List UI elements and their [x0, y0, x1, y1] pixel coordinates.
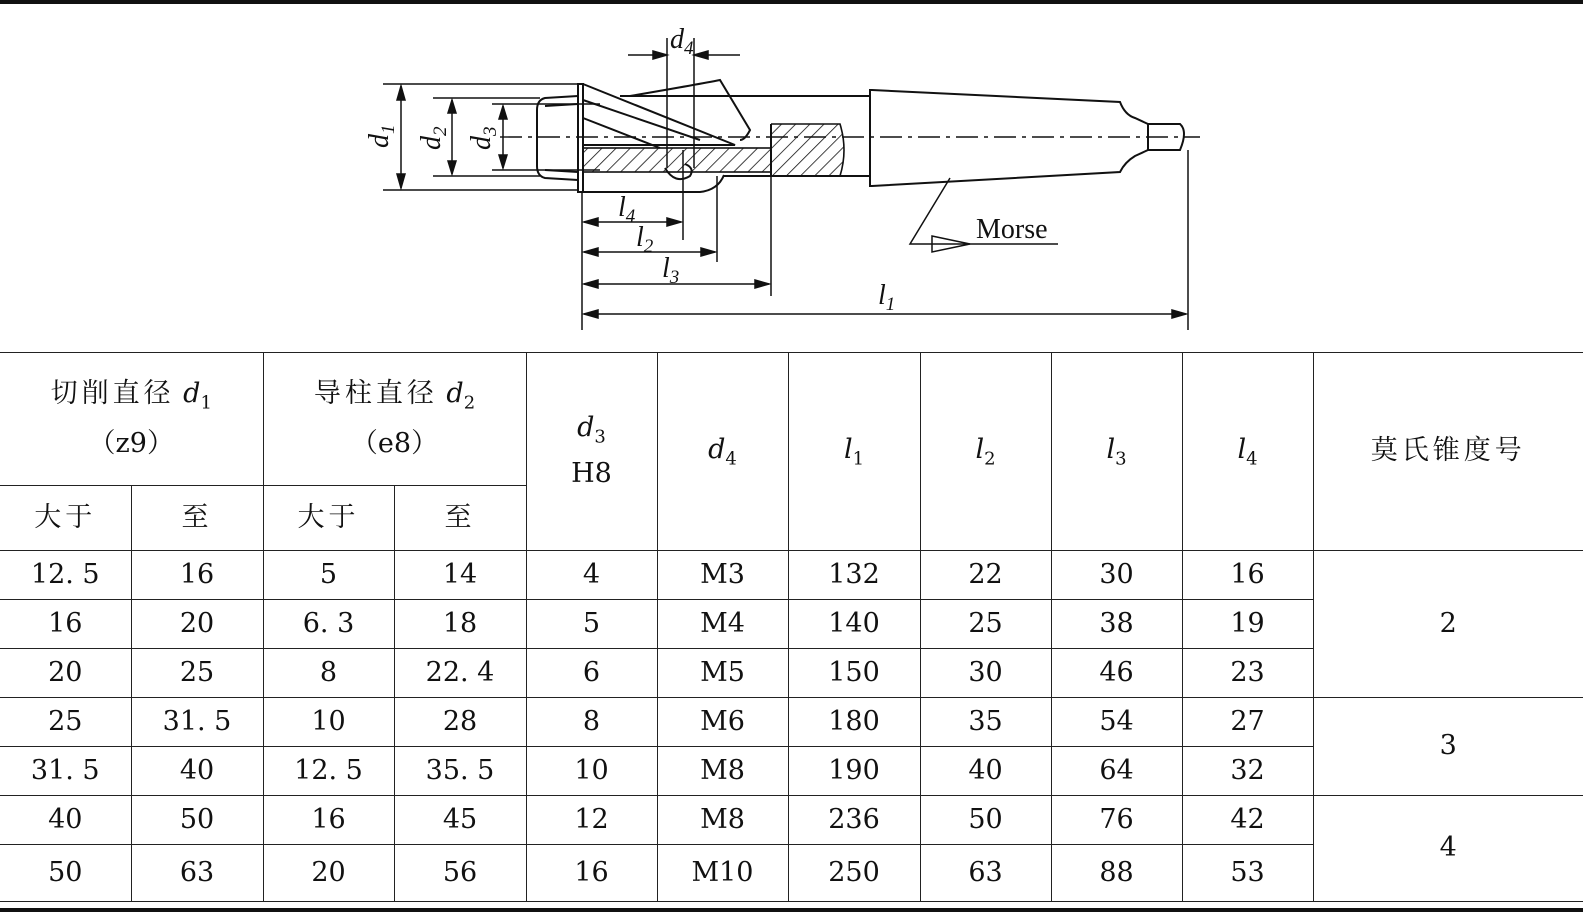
cell: 5 — [526, 600, 657, 649]
cell: 54 — [1051, 698, 1182, 747]
counterbore-drawing — [0, 0, 1583, 340]
header-pilot-to: 至 — [394, 486, 526, 551]
bottom-rule — [0, 908, 1583, 912]
morse-group-cell: 2 — [1313, 551, 1583, 698]
cell: 16 — [526, 845, 657, 902]
cell: M6 — [657, 698, 788, 747]
cell: M8 — [657, 796, 788, 845]
cell: 76 — [1051, 796, 1182, 845]
tool-outline — [537, 80, 1184, 192]
label-l4: $l_4$ — [618, 192, 636, 227]
cell: 38 — [1051, 600, 1182, 649]
cell: 25 — [920, 600, 1051, 649]
cell: 18 — [394, 600, 526, 649]
morse-group-cell: 3 — [1313, 698, 1583, 796]
cell: 45 — [394, 796, 526, 845]
cell: 50 — [0, 845, 131, 902]
cell: M10 — [657, 845, 788, 902]
label-l2: $l_2$ — [636, 222, 654, 257]
cell: 42 — [1182, 796, 1313, 845]
cell: 140 — [788, 600, 920, 649]
cell: 28 — [394, 698, 526, 747]
cell: 31. 5 — [131, 698, 263, 747]
label-l3: $l_3$ — [662, 253, 680, 288]
cell: 16 — [131, 551, 263, 600]
cell: 20 — [131, 600, 263, 649]
cell: 10 — [526, 747, 657, 796]
cell: 236 — [788, 796, 920, 845]
cell: 46 — [1051, 649, 1182, 698]
cell: 8 — [526, 698, 657, 747]
label-d4: $d_4$ — [670, 24, 694, 59]
cell: 20 — [263, 845, 394, 902]
cell: 31. 5 — [0, 747, 131, 796]
header-d3: $d_3$ H8 — [526, 353, 657, 551]
cell: 22 — [920, 551, 1051, 600]
cell: 25 — [131, 649, 263, 698]
counterbore-spec-table — [0, 352, 1583, 902]
cell: 23 — [1182, 649, 1313, 698]
cell: 27 — [1182, 698, 1313, 747]
cell: 4 — [526, 551, 657, 600]
label-l1: $l_1$ — [878, 280, 896, 315]
header-pilot-over: 大于 — [263, 486, 394, 551]
cell: 250 — [788, 845, 920, 902]
header-l3: $l_3$ — [1051, 353, 1182, 551]
cell: 10 — [263, 698, 394, 747]
cell: 32 — [1182, 747, 1313, 796]
dimension-lines — [383, 38, 1188, 330]
cell: 50 — [131, 796, 263, 845]
morse-group-cell: 4 — [1313, 796, 1583, 902]
header-cutting-to: 至 — [131, 486, 263, 551]
cell: 20 — [0, 649, 131, 698]
cell: 14 — [394, 551, 526, 600]
cell: 25 — [0, 698, 131, 747]
cell: 16 — [1182, 551, 1313, 600]
cell: 40 — [920, 747, 1051, 796]
cell: 63 — [131, 845, 263, 902]
cell: 35 — [920, 698, 1051, 747]
cell: 22. 4 — [394, 649, 526, 698]
cell: 6 — [526, 649, 657, 698]
label-d2: $d_2$ — [416, 126, 451, 150]
cell: 180 — [788, 698, 920, 747]
cell: M3 — [657, 551, 788, 600]
cell: 190 — [788, 747, 920, 796]
cell: 8 — [263, 649, 394, 698]
cell: 30 — [1051, 551, 1182, 600]
cell: 132 — [788, 551, 920, 600]
cell: M5 — [657, 649, 788, 698]
cell: 35. 5 — [394, 747, 526, 796]
header-morse-taper-no: 莫氏锥度号 — [1313, 353, 1583, 551]
cell: 150 — [788, 649, 920, 698]
header-pilot-diameter: 导柱直径 $d_2$ （e8） — [263, 353, 526, 486]
cell: 12. 5 — [263, 747, 394, 796]
table-row — [0, 796, 1583, 845]
table-row — [0, 551, 1583, 600]
label-morse: Morse — [976, 214, 1048, 245]
header-cutting-over: 大于 — [0, 486, 131, 551]
cell: 40 — [131, 747, 263, 796]
header-d4: $d_4$ — [657, 353, 788, 551]
header-l2: $l_2$ — [920, 353, 1051, 551]
cell: 16 — [0, 600, 131, 649]
cell: 40 — [0, 796, 131, 845]
cell: 16 — [263, 796, 394, 845]
cell: M4 — [657, 600, 788, 649]
cell: 12 — [526, 796, 657, 845]
cell: 88 — [1051, 845, 1182, 902]
label-d3: $d_3$ — [466, 126, 501, 150]
cell: 50 — [920, 796, 1051, 845]
cell: 19 — [1182, 600, 1313, 649]
cell: M8 — [657, 747, 788, 796]
cell: 53 — [1182, 845, 1313, 902]
cell: 5 — [263, 551, 394, 600]
header-l4: $l_4$ — [1182, 353, 1313, 551]
label-d1: $d_1$ — [364, 124, 399, 148]
cell: 64 — [1051, 747, 1182, 796]
header-cutting-diameter: 切削直径 $d_1$ （z9） — [0, 353, 263, 486]
cell: 30 — [920, 649, 1051, 698]
header-l1: $l_1$ — [788, 353, 920, 551]
cell: 56 — [394, 845, 526, 902]
table-row — [0, 698, 1583, 747]
cell: 12. 5 — [0, 551, 131, 600]
cell: 6. 3 — [263, 600, 394, 649]
cell: 63 — [920, 845, 1051, 902]
